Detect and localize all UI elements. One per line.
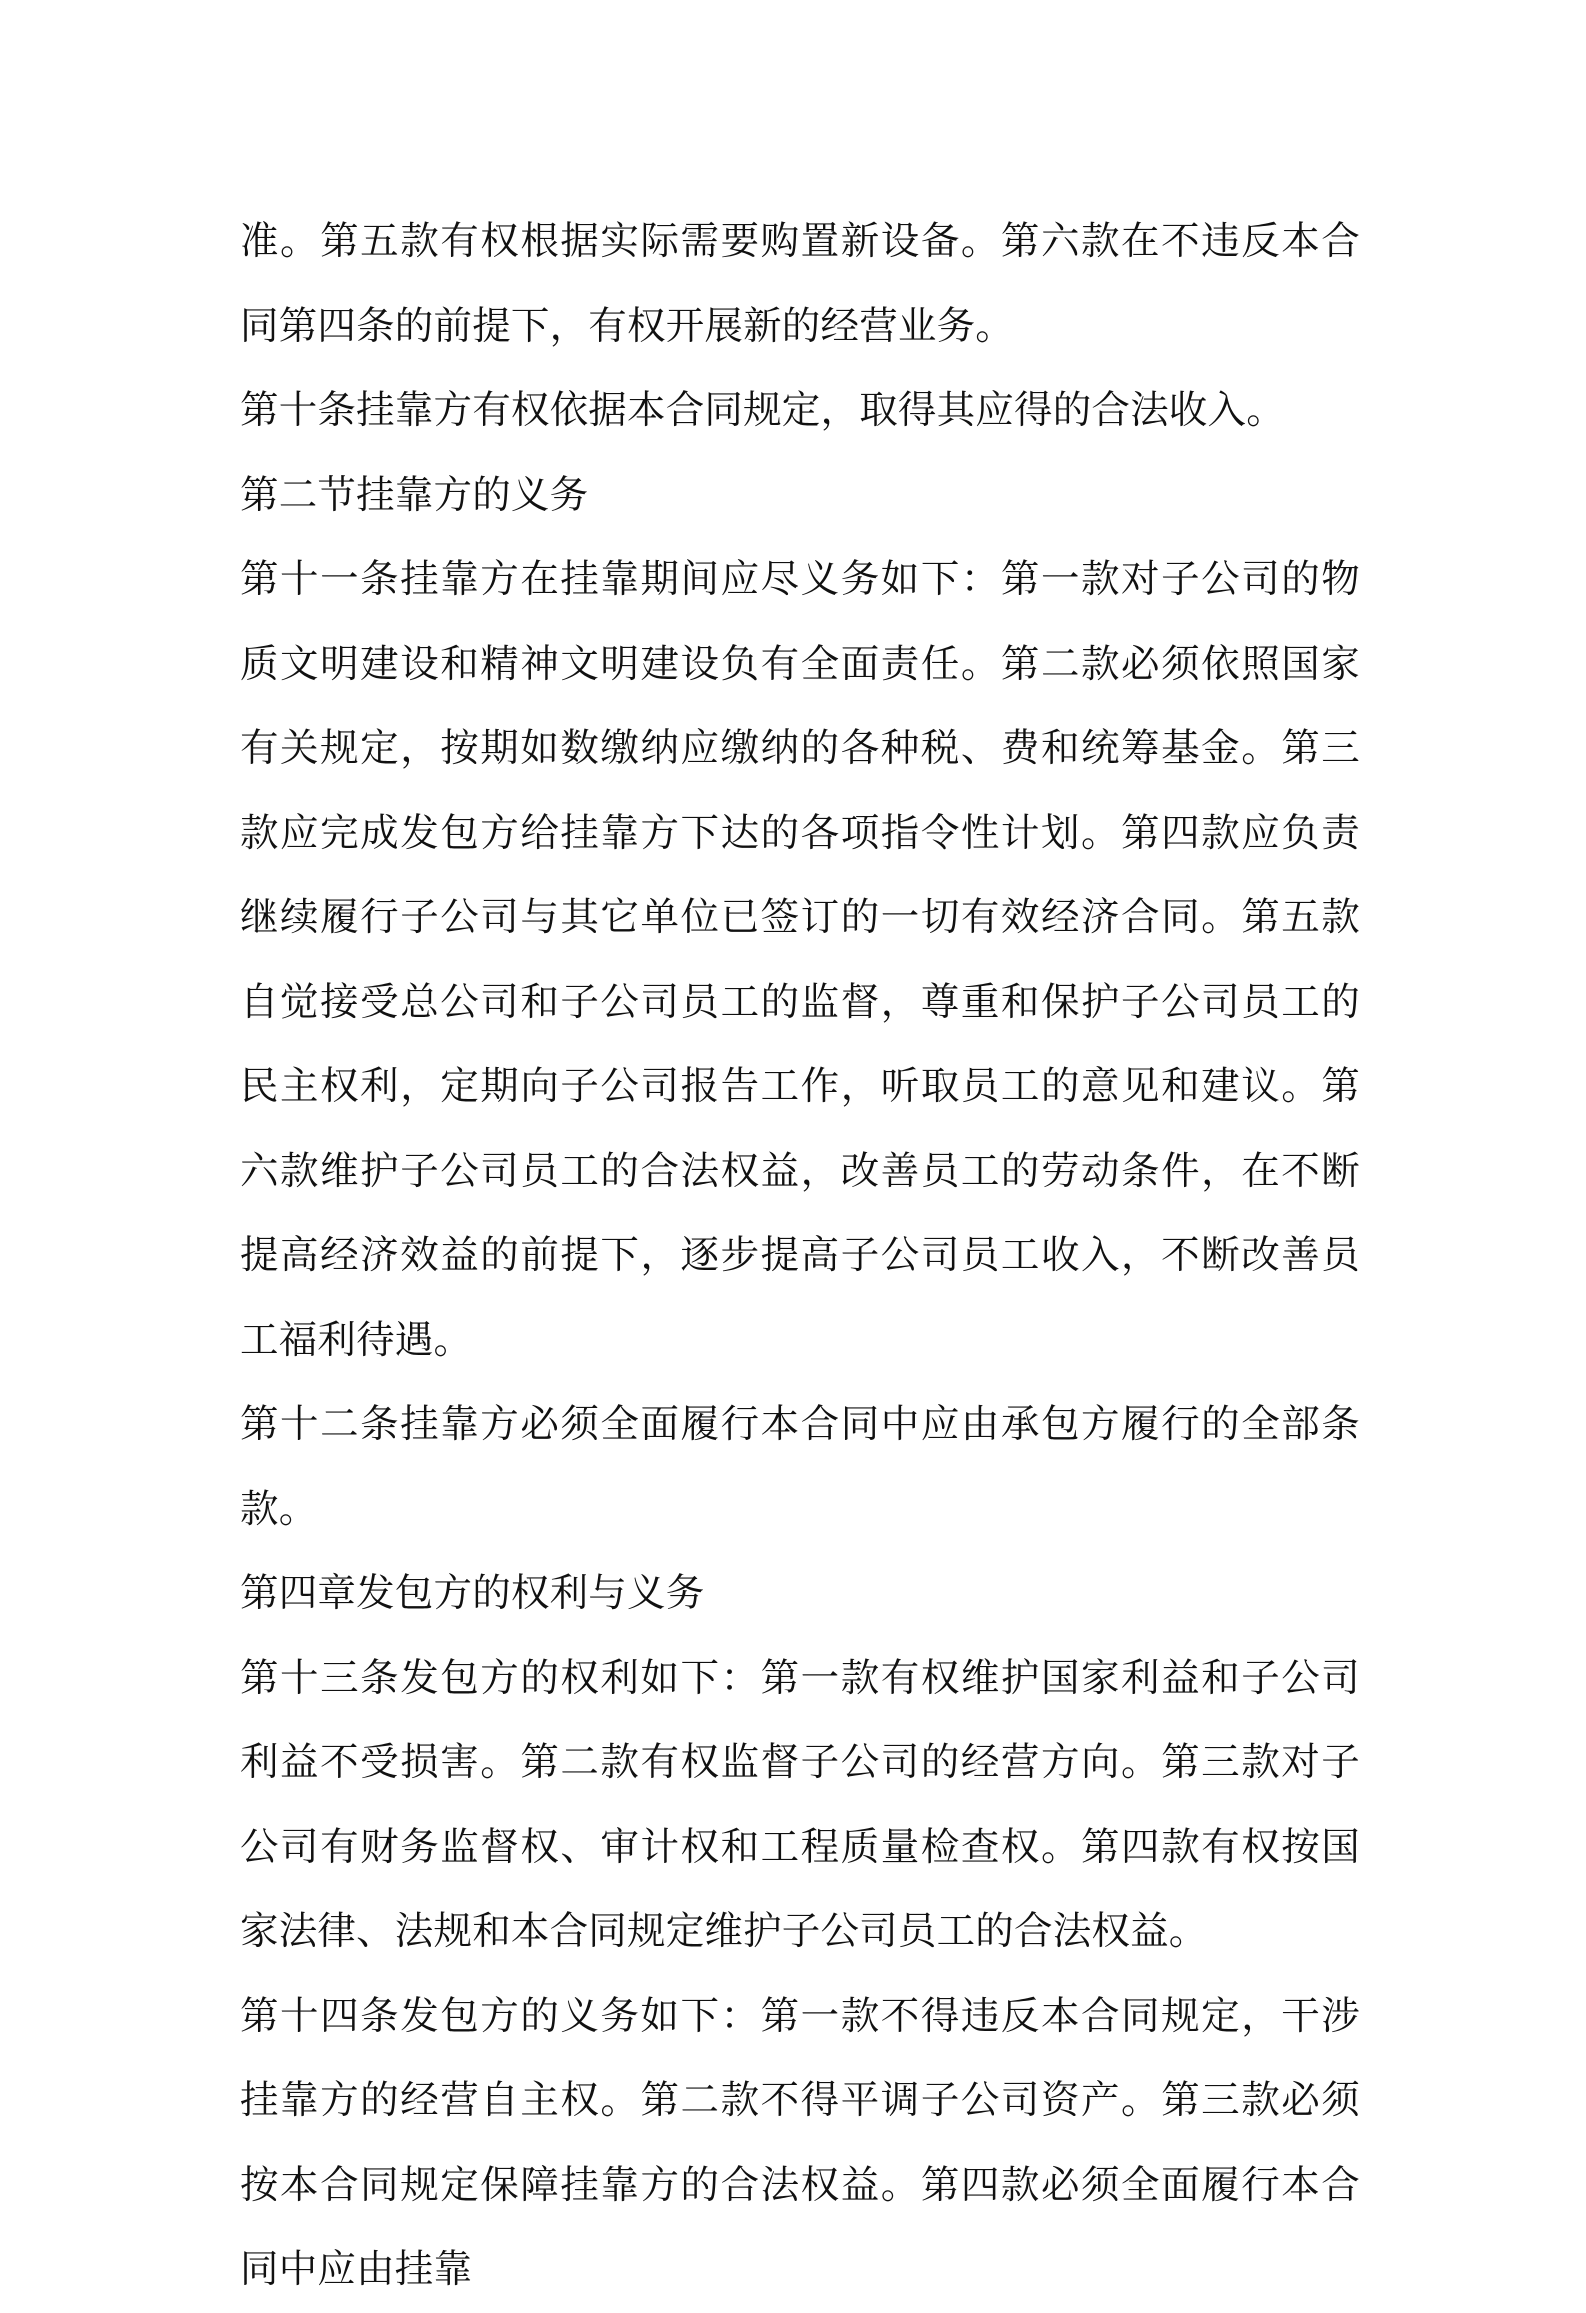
paragraph-article-11: 第十一条挂靠方在挂靠期间应尽义务如下：第一款对子公司的物质文明建设和精神文明建设负有全面责任。第二款必须依照国家有关规定，按期如数缴纳应缴纳的各种税、费和统筹基金。第三款应完成发包方给挂靠方下达的各项指令性计划。第四款应负责继续履行子公司与其它单位已签订的一切有效经济合同。第五款自觉接受总公司和子公司员工的监督，尊重和保护子公司员工的民主权利，定期向子公司报告工作，听取员工的意见和建议。第六款维护子公司员工的合法权益，改善员工的劳动条件，在不断提高经济效益的前提下，逐步提高子公司员工收入，不断改善员工福利待遇。	[240, 557, 1360, 1363]
document-body	[240, 200, 1360, 2313]
paragraph-article-12: 第十二条挂靠方必须全面履行本合同中应由承包方履行的全部条款。	[240, 1402, 1360, 1532]
paragraph-article-14: 第十四条发包方的义务如下：第一款不得违反本合同规定，干涉挂靠方的经营自主权。第二款不得平调子公司资产。第三款必须按本合同规定保障挂靠方的合法权益。第四款必须全面履行本合同中应由挂靠	[240, 1993, 1360, 2292]
paragraph-equipment-business: 准。第五款有权根据实际需要购置新设备。第六款在不违反本合同第四条的前提下，有权开展新的经营业务。	[240, 219, 1360, 349]
paragraph-article-13: 第十三条发包方的权利如下：第一款有权维护国家利益和子公司利益不受损害。第二款有权监督子公司的经营方向。第三款对子公司有财务监督权、审计权和工程质量检查权。第四款有权按国家法律、法规和本合同规定维护子公司员工的合法权益。	[240, 1655, 1360, 1954]
section-heading-obligations: 第二节挂靠方的义务	[240, 472, 589, 518]
paragraph-article-10: 第十条挂靠方有权依据本合同规定，取得其应得的合法收入。	[240, 388, 1285, 433]
chapter-heading-4: 第四章发包方的权利与义务	[240, 1571, 705, 1616]
